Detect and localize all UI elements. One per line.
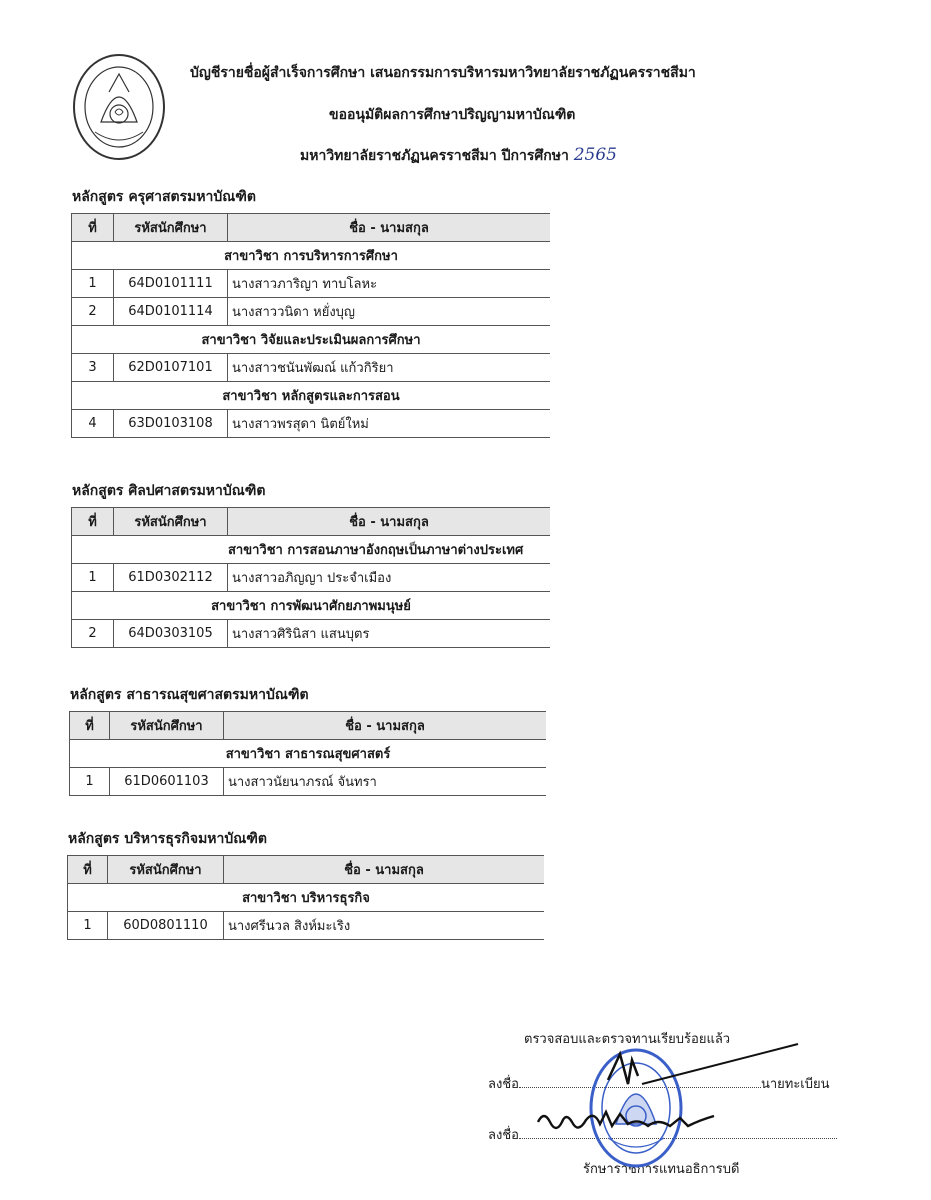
row-no: 1 (72, 564, 114, 592)
row-student-name: นางสาวศิรินิสา แสนบุตร (228, 620, 551, 648)
major-label: สาขาวิชา วิจัยและประเมินผลการศึกษา (72, 326, 551, 354)
col-header-name: ชื่อ - นามสกุล (224, 856, 545, 884)
major-label: สาขาวิชา สาธารณสุขศาสตร์ (70, 740, 547, 768)
row-student-id: 64D0303105 (114, 620, 228, 648)
row-student-name: นางสาวชนันพัฒณ์ แก้วกิริยา (228, 354, 551, 382)
doc-title-university: มหาวิทยาลัยราชภัฏนครราชสีมา ปีการศึกษา (300, 148, 569, 164)
table-row (72, 270, 551, 298)
col-header-name: ชื่อ - นามสกุล (228, 214, 551, 242)
row-no: 1 (70, 768, 110, 796)
table-row (68, 912, 545, 940)
students-table (69, 711, 546, 796)
students-table (71, 213, 550, 438)
row-student-id: 62D0107101 (114, 354, 228, 382)
major-row (72, 326, 551, 354)
row-student-name: นางสาวอภิญญา ประจำเมือง (228, 564, 551, 592)
acting-president-title: รักษาราชการแทนอธิการบดี (583, 1162, 740, 1177)
table-row (70, 768, 547, 796)
row-no: 2 (72, 298, 114, 326)
major-label: สาขาวิชา บริหารธุรกิจ (68, 884, 545, 912)
row-student-name: นางสาวนัยนาภรณ์ จันทรา (224, 768, 547, 796)
table-header-row (72, 508, 551, 536)
row-student-id: 64D0101114 (114, 298, 228, 326)
major-row (72, 536, 551, 564)
table-row (72, 620, 551, 648)
major-row (68, 884, 545, 912)
col-header-name: ชื่อ - นามสกุล (224, 712, 547, 740)
sign-label: ลงชื่อ (488, 1077, 519, 1092)
major-row (72, 382, 551, 410)
row-no: 1 (68, 912, 108, 940)
table-row (72, 354, 551, 382)
col-header-no: ที่ (70, 712, 110, 740)
major-row (72, 242, 551, 270)
row-no: 3 (72, 354, 114, 382)
row-student-name: นางศรีนวล สิงห์มะเริง (224, 912, 545, 940)
program-title: หลักสูตร ศิลปศาสตรมหาบัณฑิต (72, 483, 266, 499)
table-row (72, 298, 551, 326)
university-seal-logo (71, 52, 167, 162)
row-student-name: นางสาวพรสุดา นิตย์ใหม่ (228, 410, 551, 438)
row-student-name: นางสาววนิดา หยั่งบุญ (228, 298, 551, 326)
doc-title-line2: ขออนุมัติผลการศึกษาปริญญามหาบัณฑิต (329, 107, 576, 123)
row-student-id: 61D0601103 (110, 768, 224, 796)
program-title: หลักสูตร บริหารธุรกิจมหาบัณฑิต (68, 831, 267, 847)
row-student-id: 61D0302112 (114, 564, 228, 592)
registrar-signature-scribble (598, 1040, 808, 1100)
col-header-id: รหัสนักศึกษา (114, 214, 228, 242)
row-no: 4 (72, 410, 114, 438)
col-header-name: ชื่อ - นามสกุล (228, 508, 551, 536)
col-header-id: รหัสนักศึกษา (114, 508, 228, 536)
row-student-name: นางสาวภาริญา ทาบโลหะ (228, 270, 551, 298)
row-student-id: 63D0103108 (114, 410, 228, 438)
table-header-row (72, 214, 551, 242)
col-header-no: ที่ (72, 508, 114, 536)
col-header-id: รหัสนักศึกษา (108, 856, 224, 884)
row-student-id: 60D0801110 (108, 912, 224, 940)
major-label: สาขาวิชา การบริหารการศึกษา (72, 242, 551, 270)
row-no: 2 (72, 620, 114, 648)
major-label: สาขาวิชา การสอนภาษาอังกฤษเป็นภาษาต่างประเทศ (72, 536, 551, 564)
table-header-row (70, 712, 547, 740)
col-header-no: ที่ (72, 214, 114, 242)
sign-label: ลงชื่อ (488, 1128, 519, 1143)
row-no: 1 (72, 270, 114, 298)
students-table (71, 507, 550, 648)
doc-title-line3 (300, 145, 617, 167)
program-title: หลักสูตร ครุศาสตรมหาบัณฑิต (72, 189, 257, 205)
col-header-no: ที่ (68, 856, 108, 884)
students-table (67, 855, 544, 940)
doc-title-line1: บัญชีรายชื่อผู้สำเร็จการศึกษา เสนอกรรมการบริหารมหาวิทยาลัยราชภัฏนครราชสีมา (190, 65, 696, 81)
table-row (72, 564, 551, 592)
registrar-title: นายทะเบียน (760, 1077, 830, 1092)
major-row (72, 592, 551, 620)
verification-note: ตรวจสอบและตรวจทานเรียบร้อยแล้ว (524, 1032, 731, 1047)
program-title: หลักสูตร สาธารณสุขศาสตรมหาบัณฑิต (70, 687, 309, 703)
row-student-id: 64D0101111 (114, 270, 228, 298)
table-row (72, 410, 551, 438)
major-label: สาขาวิชา หลักสูตรและการสอน (72, 382, 551, 410)
major-label: สาขาวิชา การพัฒนาศักยภาพมนุษย์ (72, 592, 551, 620)
col-header-id: รหัสนักศึกษา (110, 712, 224, 740)
president-signature-scribble (534, 1104, 744, 1138)
academic-year: 2565 (573, 145, 617, 165)
table-header-row (68, 856, 545, 884)
major-row (70, 740, 547, 768)
